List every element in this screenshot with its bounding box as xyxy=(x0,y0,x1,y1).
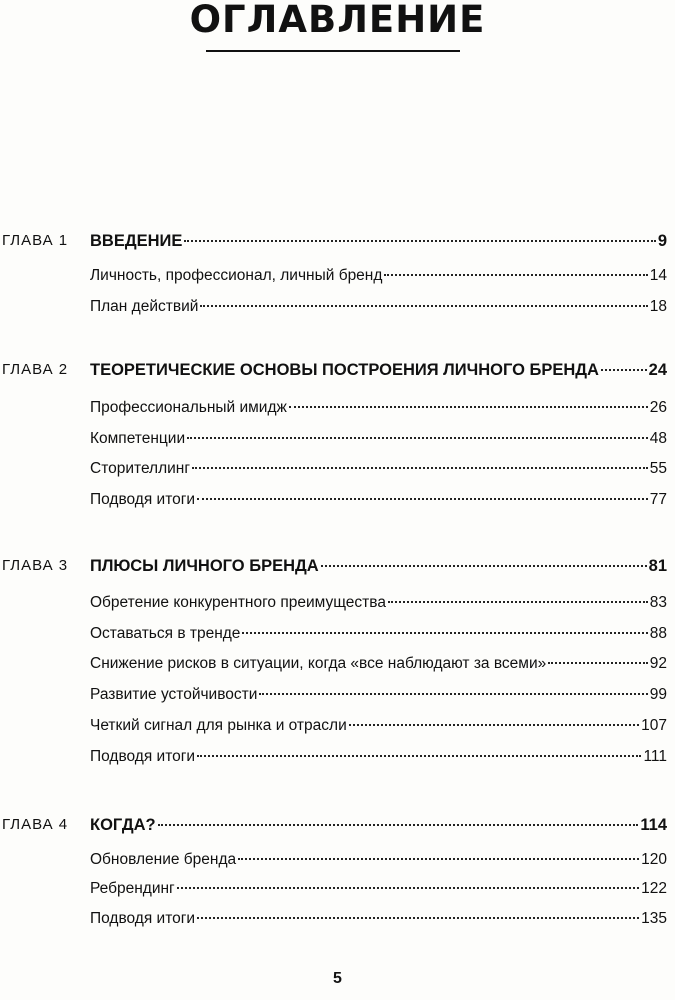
toc-entry-page: 135 xyxy=(641,910,667,927)
dot-leader xyxy=(200,305,647,307)
dot-leader xyxy=(197,917,639,919)
toc-entry-title: Компетенции xyxy=(90,430,186,447)
toc-entry-title: ТЕОРЕТИЧЕСКИЕ ОСНОВЫ ПОСТРОЕНИЯ ЛИЧНОГО БРЕНДА xyxy=(90,361,599,379)
toc-entry[interactable] xyxy=(90,907,667,931)
toc-entry-title: План действий xyxy=(90,298,199,315)
toc-entry[interactable] xyxy=(90,622,667,646)
toc-chapter-heading[interactable] xyxy=(90,554,667,578)
toc-entry-title: Оставаться в тренде xyxy=(90,625,241,642)
toc-entry-title: Подводя итоги xyxy=(90,491,196,508)
toc-entry-title: Обновление бренда xyxy=(90,851,237,868)
toc-entry-page: 18 xyxy=(649,298,667,315)
dot-leader xyxy=(238,858,639,860)
toc-entry-page: 77 xyxy=(649,491,667,508)
toc-entry-title: Ребрендинг xyxy=(90,880,175,897)
dot-leader xyxy=(321,565,647,567)
chapter-label: ГЛАВА 2 xyxy=(2,361,69,378)
title-underline xyxy=(206,50,460,52)
toc-entry[interactable] xyxy=(90,714,667,738)
toc-entry-page: 48 xyxy=(649,430,667,447)
toc-entry-title: Профессиональный имидж xyxy=(90,399,287,416)
chapter-label: ГЛАВА 4 xyxy=(2,816,69,833)
toc-entry-page: 81 xyxy=(648,557,667,575)
dot-leader xyxy=(197,498,648,500)
chapter-label: ГЛАВА 1 xyxy=(2,232,69,249)
toc-chapter-heading[interactable] xyxy=(90,229,667,253)
toc-chapter-heading[interactable] xyxy=(90,358,667,382)
toc-entry[interactable] xyxy=(90,295,667,319)
toc-entry[interactable] xyxy=(90,396,667,420)
toc-entry-title: КОГДА? xyxy=(90,816,156,834)
toc-entry-title: Снижение рисков в ситуации, когда «все наблюдают за всеми» xyxy=(90,655,547,672)
toc-entry-page: 24 xyxy=(648,361,667,379)
dot-leader xyxy=(192,467,648,469)
page-title: ОГЛАВЛЕНИЕ xyxy=(189,0,486,41)
toc-entry-page: 14 xyxy=(649,267,667,284)
toc-entry-title: Подводя итоги xyxy=(90,910,196,927)
dot-leader xyxy=(197,755,641,757)
dot-leader xyxy=(601,369,647,371)
toc-entry-title: ВВЕДЕНИЕ xyxy=(90,232,183,250)
toc-entry-page: 107 xyxy=(641,717,667,734)
toc-entry[interactable] xyxy=(90,457,667,481)
toc-entry-page: 92 xyxy=(649,655,667,672)
toc-entry-page: 122 xyxy=(641,880,667,897)
toc-entry-page: 83 xyxy=(649,594,667,611)
dot-leader xyxy=(184,240,655,242)
toc-entry-page: 120 xyxy=(641,851,667,868)
dot-leader xyxy=(349,724,639,726)
toc-entry-title: Подводя итоги xyxy=(90,748,196,765)
dot-leader xyxy=(289,406,648,408)
toc-entry-title: Обретение конкурентного преимущества xyxy=(90,594,386,611)
toc-entry-title: Личность, профессионал, личный бренд xyxy=(90,267,383,284)
toc-entry-page: 88 xyxy=(649,625,667,642)
toc-entry-page: 26 xyxy=(649,399,667,416)
page-number: 5 xyxy=(333,970,342,987)
chapter-label: ГЛАВА 3 xyxy=(2,557,69,574)
toc-entry-page: 99 xyxy=(649,686,667,703)
dot-leader xyxy=(187,437,648,439)
toc-entry[interactable] xyxy=(90,264,667,288)
toc-entry-title: Сторителлинг xyxy=(90,460,191,477)
toc-entry[interactable] xyxy=(90,591,667,615)
dot-leader xyxy=(388,601,648,603)
toc-entry-title: Четкий сигнал для рынка и отрасли xyxy=(90,717,347,734)
toc-entry[interactable] xyxy=(90,427,667,451)
dot-leader xyxy=(384,274,647,276)
toc-entry[interactable] xyxy=(90,745,667,769)
toc-entry[interactable] xyxy=(90,652,667,676)
toc-entry[interactable] xyxy=(90,488,667,512)
dot-leader xyxy=(158,824,639,826)
toc-entry-title: ПЛЮСЫ ЛИЧНОГО БРЕНДА xyxy=(90,557,319,575)
toc-entry-page: 55 xyxy=(649,460,667,477)
toc-entry-page: 111 xyxy=(643,748,667,765)
toc-entry-page: 114 xyxy=(640,816,667,834)
toc-entry[interactable] xyxy=(90,683,667,707)
dot-leader xyxy=(548,662,648,664)
dot-leader xyxy=(259,693,647,695)
toc-chapter-heading[interactable] xyxy=(90,813,667,837)
dot-leader xyxy=(177,887,639,889)
dot-leader xyxy=(242,632,647,634)
toc-entry[interactable] xyxy=(90,877,667,901)
toc-entry-title: Развитие устойчивости xyxy=(90,686,258,703)
toc-entry-page: 9 xyxy=(657,232,667,250)
toc-entry[interactable] xyxy=(90,848,667,872)
